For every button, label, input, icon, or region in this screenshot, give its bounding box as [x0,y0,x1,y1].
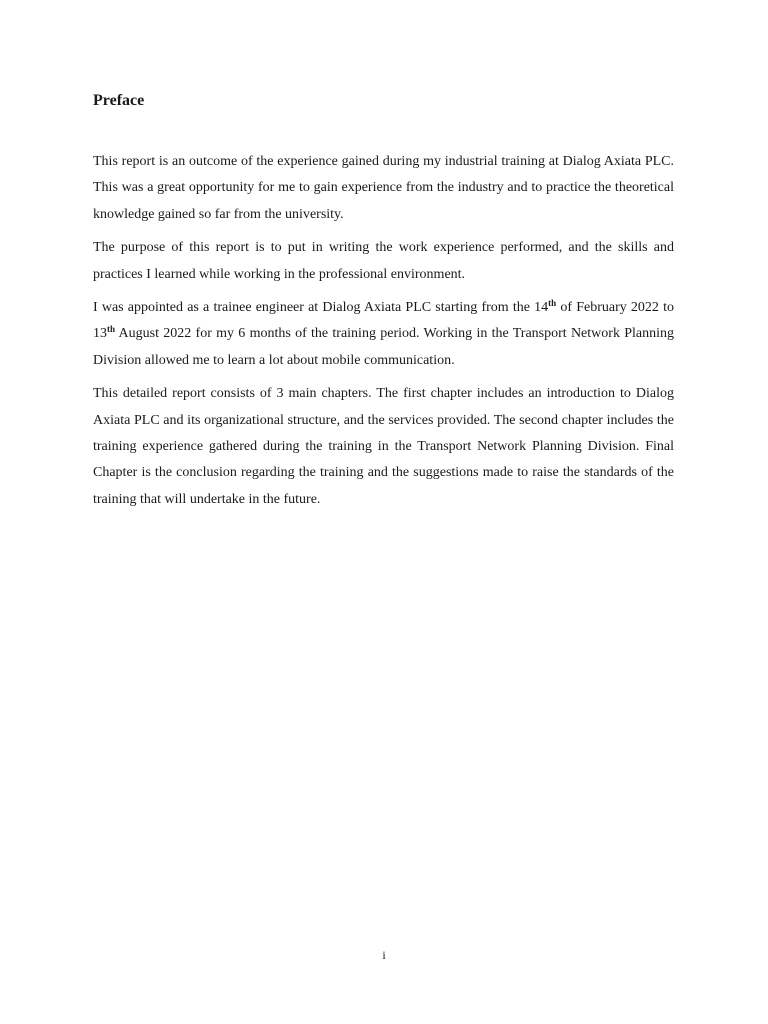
appointment-text-end: August 2022 for my 6 months of the training period. Working in the Transport Network Planning Division allowed me to learn a lot about mobile communication. [93,326,674,368]
appointment-text-start: I was appointed as a trainee engineer at Dialog Axiata PLC starting from the 14 [93,300,549,316]
paragraph-purpose: The purpose of this report is to put in writing the work experience performed, and the skills and practices I learned while working in the professional environment. [93,240,674,282]
preface-body [93,149,674,520]
ordinal-suffix: th [107,324,116,335]
ordinal-suffix: th [548,298,557,309]
page-number: i [382,948,386,962]
appointment-text-middle: of February 2022 to 13 [93,300,674,342]
paragraph-outcome: This report is an outcome of the experience gained during my industrial training at Dialog Axiata PLC. This was a great opportunity for me to gain experience from the industry and to practice the theoretical knowledge gained so far from the university. [93,154,674,222]
paragraph-chapters: This detailed report consists of 3 main chapters. The first chapter includes an introduction to Dialog Axiata PLC and its organizational structure, and the services provided. The second chapter includes the training experience gathered during the training in the Transport Network Planning Division. Final Chapter is the conclusion regarding the training and the suggestions made to raise the standards of the training that will undertake in the future. [93,386,674,507]
paragraph-appointment [93,295,674,374]
page-title: Preface [93,92,145,109]
